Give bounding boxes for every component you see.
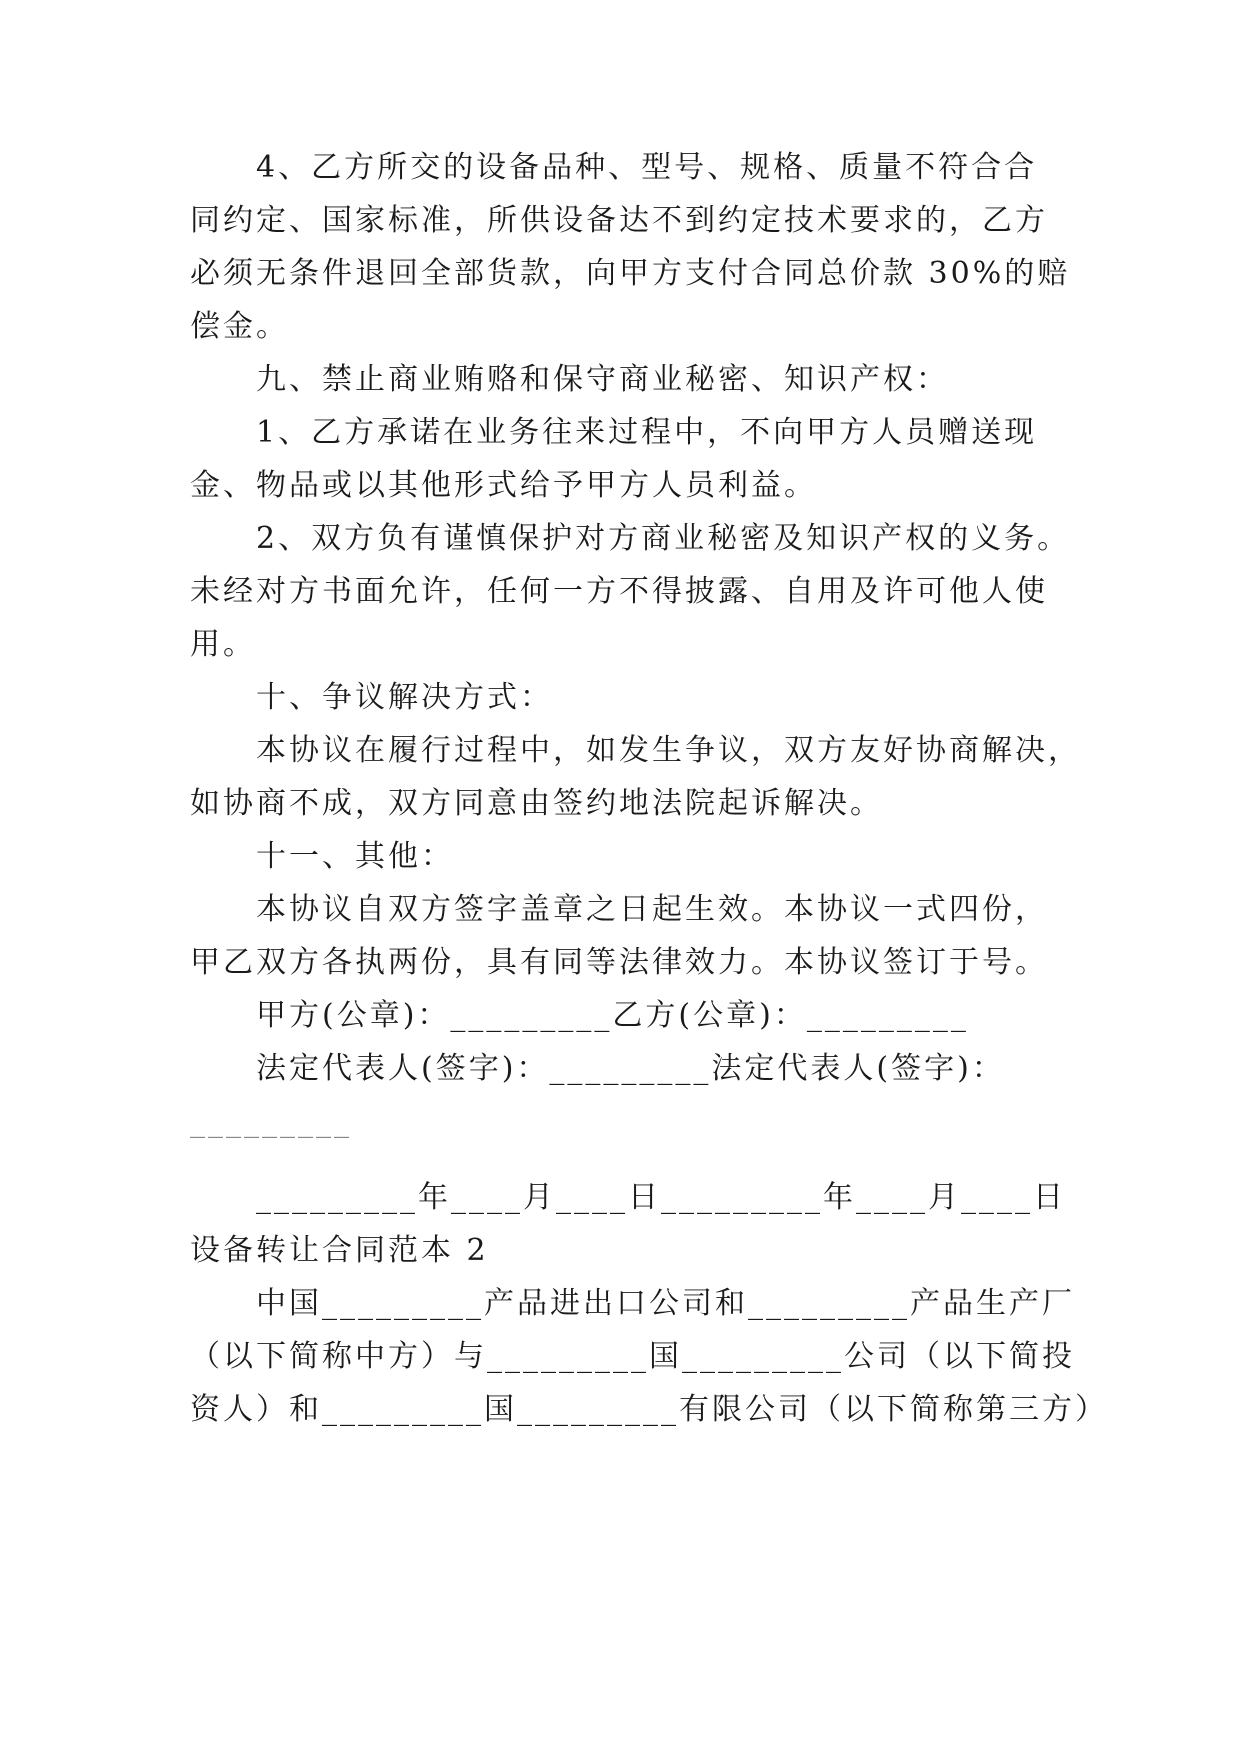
paragraph-line: 偿金。 — [190, 309, 289, 344]
section-heading: 九、禁止商业贿赂和保守商业秘密、知识产权： — [256, 362, 949, 397]
paragraph-line: 1、乙方承诺在业务往来过程中，不向甲方人员赠送现 — [256, 415, 1038, 450]
paragraph-line: 必须无条件退回全部货款，向甲方支付合同总价款 30%的赔 — [190, 256, 1071, 291]
paragraph-line: 未经对方书面允许，任何一方不得披露、自用及许可他人使 — [190, 574, 1048, 609]
signature-line-seal: 甲方(公章)：_________乙方(公章)：_________ — [256, 998, 969, 1033]
signature-line-representative: 法定代表人(签字)：_________法定代表人(签字)： — [256, 1051, 1005, 1086]
paragraph-line: 资人）和_________国_________有限公司（以下简称第三方） — [190, 1392, 1108, 1427]
section-heading: 十、争议解决方式： — [256, 680, 553, 715]
paragraph-line: 中国_________产品进出口公司和_________产品生产厂 — [256, 1286, 1075, 1321]
paragraph-line: 金、物品或以其他形式给予甲方人员利益。 — [190, 468, 817, 503]
paragraph-line: 本协议自双方签字盖章之日起生效。本协议一式四份， — [256, 892, 1048, 927]
paragraph-line: 甲乙双方各执两份，具有同等法律效力。本协议签订于号。 — [190, 945, 1048, 980]
paragraph-line: 如协商不成，双方同意由签约地法院起诉解决。 — [190, 786, 883, 821]
paragraph-line: （以下简称中方）与_________国_________公司（以下简投 — [190, 1339, 1075, 1374]
paragraph-line: 用。 — [190, 627, 256, 662]
paragraph-line: 本协议在履行过程中，如发生争议，双方友好协商解决， — [256, 733, 1081, 768]
paragraph-line: 4、乙方所交的设备品种、型号、规格、质量不符合合 — [256, 150, 1038, 185]
signature-blank: _________ — [190, 1104, 352, 1139]
paragraph-line: 同约定、国家标准，所供设备达不到约定技术要求的，乙方 — [190, 203, 1048, 238]
paragraph-line: 2、双方负有谨慎保护对方商业秘密及知识产权的义务。 — [256, 521, 1071, 556]
date-line: _________年____月____日_________年____月____日 — [256, 1180, 1066, 1215]
document-subtitle: 设备转让合同范本 2 — [190, 1233, 489, 1268]
section-heading: 十一、其他： — [256, 839, 454, 874]
